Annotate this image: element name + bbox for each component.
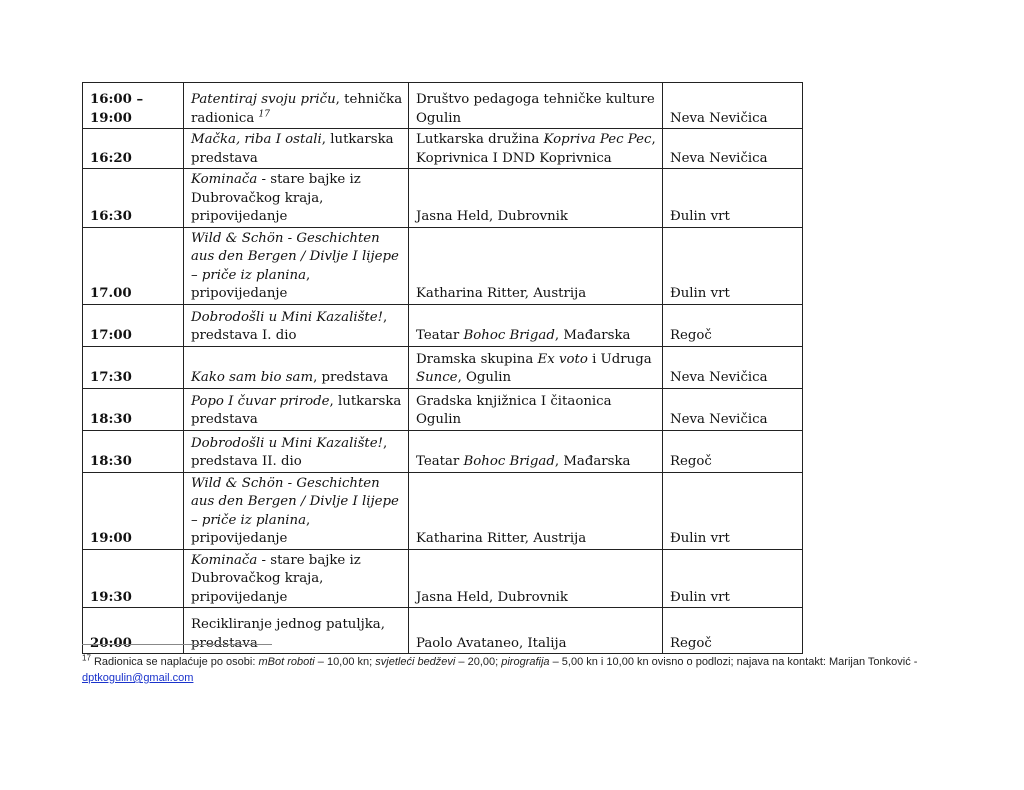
text-run: , tehnička radionica xyxy=(191,92,403,126)
organizer-cell xyxy=(409,304,663,346)
text-run: , pripovijedanje xyxy=(191,512,311,546)
text-run: - stare bajke iz Dubrovačkog kraja, pripovijedanje xyxy=(191,172,361,224)
text-run: Gradska knjižnica I čitaonica Ogulin xyxy=(416,393,612,427)
program-cell xyxy=(184,304,409,346)
text-run: Teatar xyxy=(416,328,464,343)
text-run: - stare bajke iz Dubrovačkog kraja, pripovijedanje xyxy=(191,552,361,605)
program-cell xyxy=(184,549,409,608)
text-run: , lutkarska predstava xyxy=(191,393,402,427)
program-cell xyxy=(184,346,409,388)
venue-cell: Đulin vrt xyxy=(663,549,803,608)
time-cell: 16:30 xyxy=(83,169,184,228)
text-run: Bohoc Brigad xyxy=(463,328,555,343)
text-run: Radionica se naplaćuje po osobi: xyxy=(90,656,259,668)
footnote-number: 17 xyxy=(82,653,91,663)
organizer-cell xyxy=(409,83,663,129)
program-cell xyxy=(184,608,409,654)
text-run: , lutkarska predstava xyxy=(191,132,394,166)
program-cell xyxy=(184,388,409,430)
text-run: Sunce xyxy=(416,370,458,385)
text-run: Društvo pedagoga tehničke kulture Ogulin xyxy=(416,92,655,126)
text-run: , predstava I. dio xyxy=(191,309,388,343)
time-cell: 18:30 xyxy=(83,430,184,472)
organizer-cell xyxy=(409,129,663,169)
text-run: svjetleći bedževi xyxy=(375,656,456,668)
footnote-text xyxy=(91,656,918,668)
footnote xyxy=(82,654,962,686)
schedule-body xyxy=(83,83,803,654)
text-run: , predstava xyxy=(313,370,389,385)
text-run: Wild & Schön - Geschichten aus den Bergen / Divlje I lijepe – priče iz planina xyxy=(191,230,399,283)
organizer-cell xyxy=(409,227,663,304)
text-run: , pripovijedanje xyxy=(191,267,311,301)
venue-cell: Đulin vrt xyxy=(663,227,803,304)
footnote-email-link[interactable]: dptkogulin@gmail.com xyxy=(82,672,194,684)
organizer-cell xyxy=(409,472,663,549)
table-row xyxy=(83,388,803,430)
text-run: Lutkarska družina xyxy=(416,132,544,147)
time-cell: 17:00 xyxy=(83,304,184,346)
text-run: , Mađarska xyxy=(554,454,631,469)
footnote-reference[interactable]: 17 xyxy=(258,109,270,120)
table-row xyxy=(83,472,803,549)
text-run: Recikliranje jednog patuljka, predstava xyxy=(191,617,385,651)
table-row xyxy=(83,346,803,388)
organizer-cell xyxy=(409,430,663,472)
text-run: Ex voto xyxy=(537,351,588,367)
text-run: Wild & Schön - Geschichten aus den Bergen / Divlje I lijepe – priče iz planina xyxy=(191,475,399,528)
text-run: Kominača xyxy=(191,552,258,568)
text-run: , Koprivnica I DND Koprivnica xyxy=(416,132,656,166)
table-row xyxy=(83,304,803,346)
program-cell xyxy=(184,83,409,129)
venue-cell: Regoč xyxy=(663,608,803,654)
text-run: Mačka, riba I ostali xyxy=(191,132,322,147)
organizer-cell xyxy=(409,549,663,608)
text-run: Paolo Avataneo, Italija xyxy=(416,635,567,651)
footnote-separator xyxy=(82,644,272,645)
text-run: Kako sam bio sam xyxy=(191,370,314,385)
text-run: mBot roboti xyxy=(258,656,315,668)
organizer-cell xyxy=(409,608,663,654)
time-cell: 17.00 xyxy=(83,227,184,304)
program-cell xyxy=(184,227,409,304)
table-row xyxy=(83,430,803,472)
text-run: Dobrodošli u Mini Kazalište! xyxy=(191,309,383,325)
text-run: Jasna Held, Dubrovnik xyxy=(416,209,568,224)
venue-cell: Đulin vrt xyxy=(663,169,803,228)
table-row xyxy=(83,129,803,169)
schedule-table xyxy=(82,82,803,654)
text-run: pirografija xyxy=(501,656,550,668)
time-cell: 16:00 – 19:00 xyxy=(83,83,184,129)
venue-cell: Neva Nevičica xyxy=(663,388,803,430)
text-run: , predstava II. dio xyxy=(191,435,388,469)
text-run: , Ogulin xyxy=(457,370,512,385)
text-run: – 20,00; xyxy=(455,656,502,668)
venue-cell: Neva Nevičica xyxy=(663,83,803,129)
venue-cell: Regoč xyxy=(663,430,803,472)
text-run: Katharina Ritter, Austrija xyxy=(416,531,587,546)
text-run: – 5,00 kn i 10,00 kn ovisno o podlozi; najava na kontakt: Marijan Tonković - xyxy=(549,656,918,668)
organizer-cell xyxy=(409,346,663,388)
text-run: Katharina Ritter, Austrija xyxy=(416,286,587,301)
venue-cell: Neva Nevičica xyxy=(663,346,803,388)
text-run: Dobrodošli u Mini Kazalište! xyxy=(191,435,383,451)
text-run: Teatar xyxy=(416,454,464,469)
text-run: Patentiraj svoju priču xyxy=(191,92,336,107)
organizer-cell xyxy=(409,169,663,228)
table-row xyxy=(83,169,803,228)
program-cell xyxy=(184,472,409,549)
table-row xyxy=(83,608,803,654)
text-run: Dramska skupina xyxy=(416,351,538,367)
time-cell: 19:00 xyxy=(83,472,184,549)
time-cell: 17:30 xyxy=(83,346,184,388)
table-row xyxy=(83,549,803,608)
time-cell: 18:30 xyxy=(83,388,184,430)
text-run: – 10,00 kn; xyxy=(314,656,376,668)
time-cell: 16:20 xyxy=(83,129,184,169)
venue-cell: Regoč xyxy=(663,304,803,346)
time-cell: 20:00 xyxy=(83,608,184,654)
text-run: , Mađarska xyxy=(554,328,631,343)
text-run: Jasna Held, Dubrovnik xyxy=(416,589,568,605)
text-run: Bohoc Brigad xyxy=(463,454,555,469)
text-run: Kopriva Pec Pec xyxy=(543,132,652,147)
venue-cell: Đulin vrt xyxy=(663,472,803,549)
text-run: i Udruga xyxy=(587,351,652,367)
organizer-cell xyxy=(409,388,663,430)
text-run: Kominača xyxy=(191,172,258,187)
table-row xyxy=(83,83,803,129)
table-row xyxy=(83,227,803,304)
program-cell xyxy=(184,129,409,169)
program-cell xyxy=(184,430,409,472)
venue-cell: Neva Nevičica xyxy=(663,129,803,169)
time-cell: 19:30 xyxy=(83,549,184,608)
text-run: Popo I čuvar prirode xyxy=(191,393,330,409)
program-cell xyxy=(184,169,409,228)
